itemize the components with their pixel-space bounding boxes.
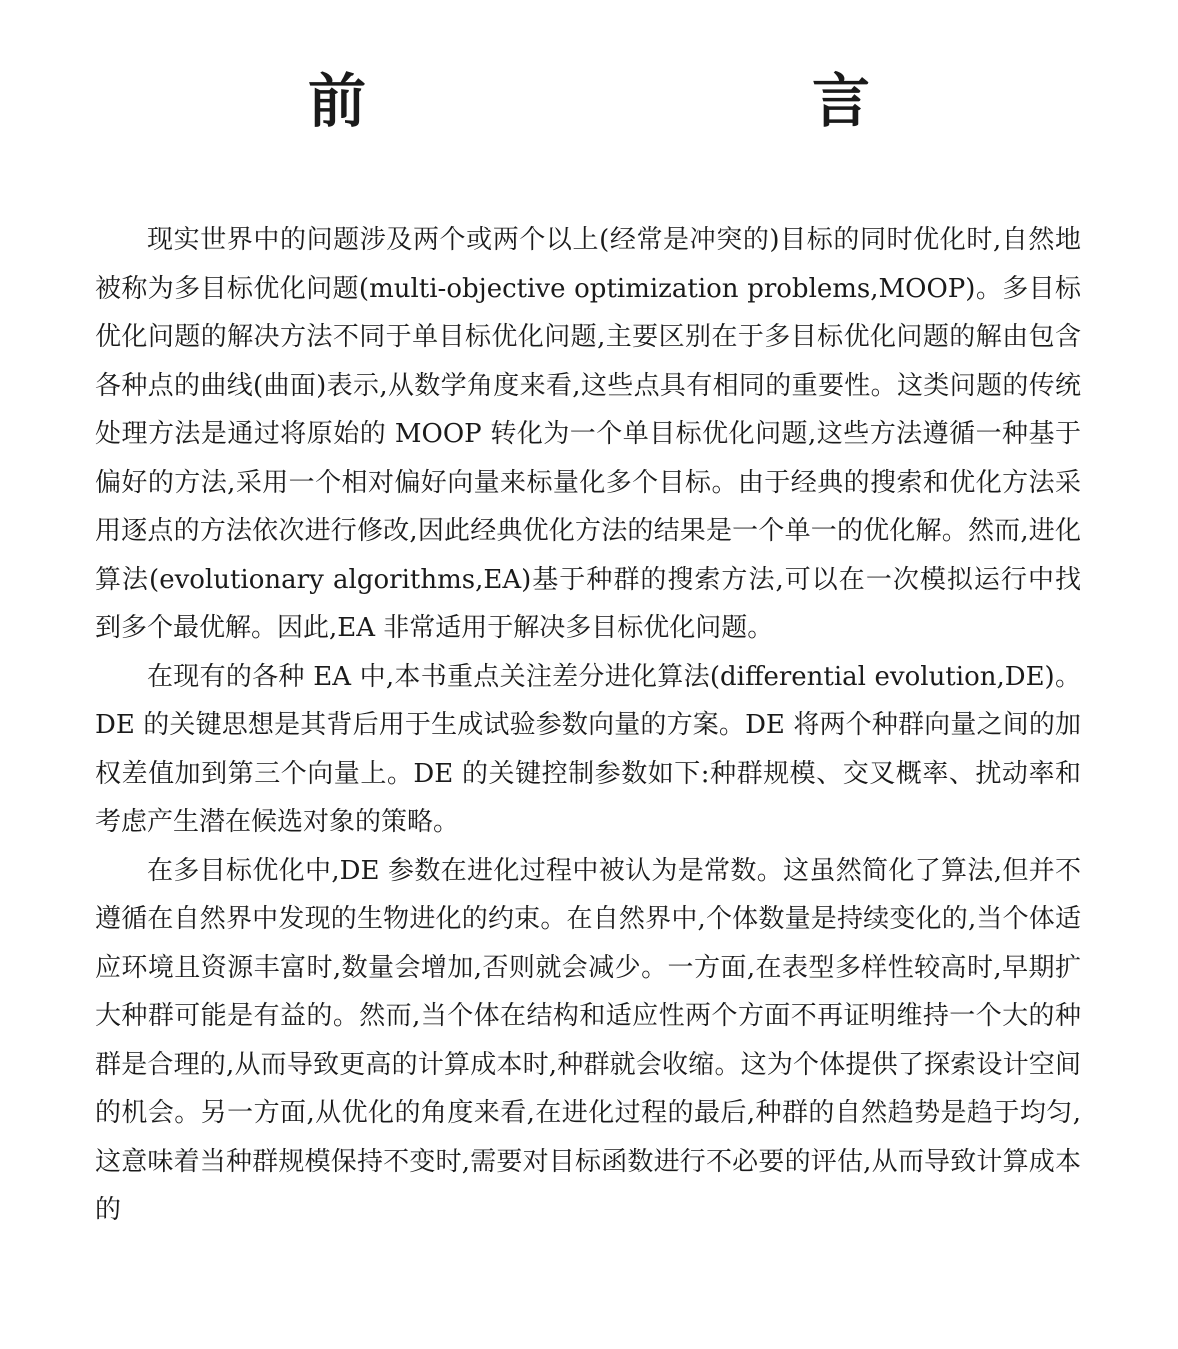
page-title: 前 言 [307,66,980,135]
paragraph-1: 现实世界中的问题涉及两个或两个以上(经常是冲突的)目标的同时优化时,自然地被称为多目标优化问题(multi-objective optimization problems,MOOP)。多目标优化问题的解决方法不同于单目标优化问题,主要区别在于多目标优化问题的解由包含各种点的曲线(曲面)表示,从数学角度来看,这些点具有相同的重要性。这类问题的传统处理方法是通过将原始的 MOOP 转化为一个单目标优化问题,这些方法遵循一种基于偏好的方法,采用一个相对偏好向量来标量化多个目标。由于经典的搜索和优化方法采用逐点的方法依次进行修改,因此经典优化方法的结果是一个单一的优化解。然而,进化算法(evolutionary algorithms,EA)基于种群的搜索方法,可以在一次模拟运行中找到多个最优解。因此,EA 非常适用于解决多目标优化问题。 [95,225,1081,643]
preface-body [95,216,1081,1235]
paragraph-2: 在现有的各种 EA 中,本书重点关注差分进化算法(differential evolution,DE)。DE 的关键思想是其背后用于生成试验参数向量的方案。DE 将两个种群向量之间的加权差值加到第三个向量上。DE 的关键控制参数如下:种群规模、交叉概率、扰动率和考虑产生潜在候选对象的策略。 [95,661,1081,837]
paragraph-3: 在多目标优化中,DE 参数在进化过程中被认为是常数。这虽然简化了算法,但并不遵循在自然界中发现的生物进化的约束。在自然界中,个体数量是持续变化的,当个体适应环境且资源丰富时,数量会增加,否则就会减少。一方面,在表型多样性较高时,早期扩大种群可能是有益的。然而,当个体在结构和适应性两个方面不再证明维持一个大的种群是合理的,从而导致更高的计算成本时,种群就会收缩。这为个体提供了探索设计空间的机会。另一方面,从优化的角度来看,在进化过程的最后,种群的自然趋势是趋于均匀,这意味着当种群规模保持不变时,需要对目标函数进行不必要的评估,从而导致计算成本的 [95,855,1081,1225]
